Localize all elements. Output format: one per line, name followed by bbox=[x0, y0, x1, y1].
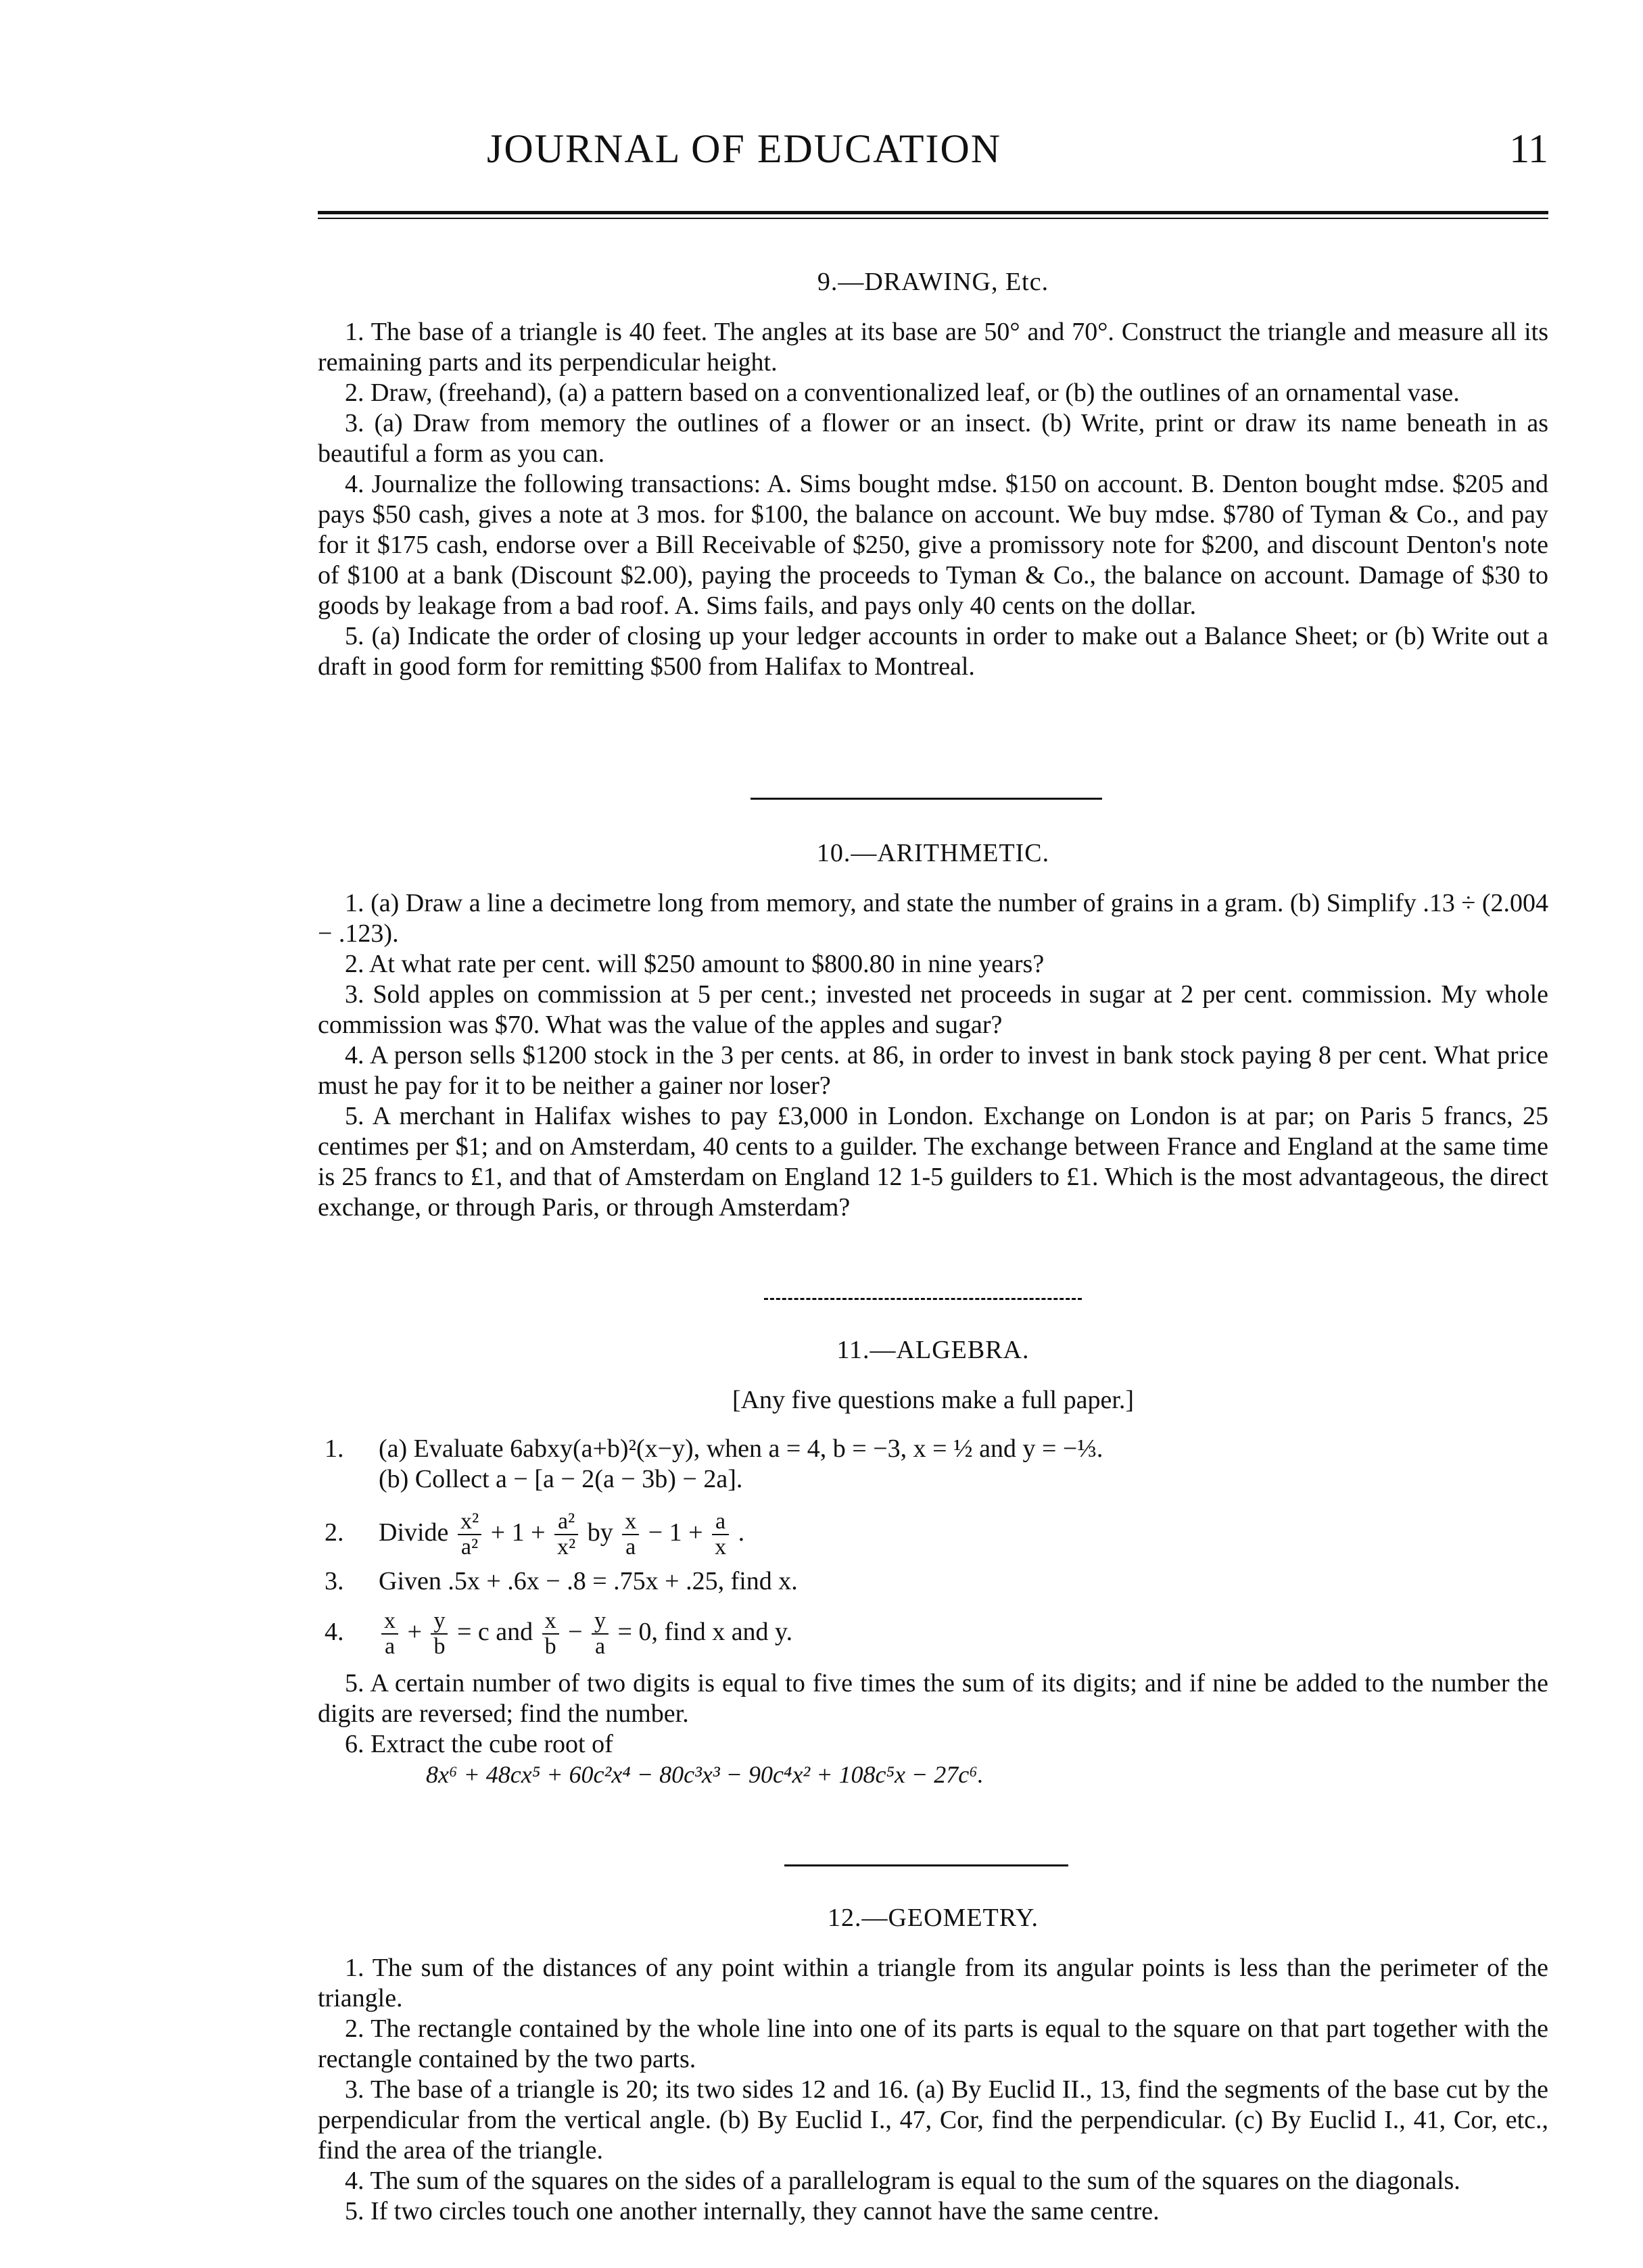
journal-page bbox=[318, 0, 1548, 2268]
question-number: 1. bbox=[325, 1434, 344, 1463]
question-item: 2. At what rate per cent. will $250 amount to $800.80 in nine years? bbox=[345, 950, 1045, 978]
question-number: 4. bbox=[325, 1618, 344, 1646]
question-item: 4. A person sells $1200 stock in the 3 per cents. at 86, in order to invest in bank stock paying 8 per cent. What price must he pay for it to be neither a gainer nor loser? bbox=[318, 1041, 1548, 1100]
question-part-a: (a) Evaluate 6abxy(a+b)²(x−y), when a = 4, b = −3, x = ½ and y = −⅓. bbox=[379, 1434, 1103, 1463]
question-part-b: (b) Collect a − [a − 2(a − 3b) − 2a]. bbox=[379, 1465, 743, 1493]
question-text: Divide bbox=[379, 1518, 449, 1547]
question-item: 2. Divide $\frac{\text{x²}}{\text{a²}}$ + 1 + $\frac{\text{a²}}{\text{x²}}$ by $\frac{x}{a}$ − 1 + $\frac{a}{x}$ . bbox=[318, 1504, 1548, 1561]
question-item: 3. The base of a triangle is 20; its two sides 12 and 16. (a) By Euclid II., 13, find the segments of the base cut by the perpendicular from the vertical angle. (b) By Euclid I., 47, Cor, find the perpendicular. (c) By Euclid I., 41, Cor, etc., find the area of the triangle. bbox=[318, 2075, 1548, 2165]
question-item: 4. The sum of the squares on the sides of a parallelogram is equal to the sum of the squares on the diagonals. bbox=[345, 2167, 1460, 2195]
page-number: 11 bbox=[1509, 126, 1548, 171]
question-item: 5. A merchant in Halifax wishes to pay £3,000 in London. Exchange on London is at par; on Paris 5 francs, 25 centimes per $1; and on Amsterdam, 40 cents to a guilder. The exchange between France and England at the same time is 25 francs to £1, and that of Amsterdam on England 12 1-5 guilders to £1. Which is the most advantageous, the direct exchange, or through Paris, or through Amsterdam? bbox=[318, 1102, 1548, 1222]
question-item: 3. Sold apples on commission at 5 per cent.; invested net proceeds in sugar at 2 per cent. commission. My whole commission was $70. What was the value of the apples and sugar? bbox=[318, 980, 1548, 1039]
section-drawing bbox=[318, 267, 1548, 682]
section-title: 12.—GEOMETRY. bbox=[827, 1904, 1039, 1932]
section-arithmetic bbox=[318, 838, 1548, 1223]
fraction: $\frac{a}{x}$ bbox=[712, 1510, 729, 1560]
question-list bbox=[318, 317, 1548, 682]
fraction: $\frac{y}{b}$ bbox=[431, 1609, 448, 1659]
question-number: 3. bbox=[325, 1567, 344, 1595]
fraction: $\frac{x}{a}$ bbox=[622, 1510, 639, 1560]
question-item: 1. The base of a triangle is 40 feet. The angles at its base are 50° and 70°. Construct the triangle and measure all its remaining parts and its perpendicular height. bbox=[318, 318, 1548, 377]
fraction: $\frac{x}{a}$ bbox=[381, 1609, 398, 1659]
question-item bbox=[318, 1434, 1548, 1495]
question-item bbox=[318, 1566, 1548, 1597]
question-item: 5. A certain number of two digits is equal to five times the sum of its digits; and if nine be added to the number the digits are reversed; find the number. bbox=[318, 1669, 1548, 1728]
fraction: $\frac{\text{x²}}{\text{a²}}$ bbox=[458, 1510, 481, 1560]
journal-title: JOURNAL OF EDUCATION bbox=[487, 126, 1002, 171]
question-item: 3. (a) Draw from memory the outlines of a flower or an insect. (b) Write, print or draw its name beneath in as beautiful a form as you can. bbox=[318, 409, 1548, 468]
fraction: $\frac{\text{a²}}{\text{x²}}$ bbox=[554, 1510, 578, 1560]
question-item: 4. $\frac{x}{a}$ + $\frac{y}{b}$ = c and $\frac{x}{b}$ − $\frac{y}{a}$ = 0, find x and y. bbox=[318, 1603, 1548, 1660]
running-head bbox=[318, 126, 1548, 180]
question-item: 1. (a) Draw a line a decimetre long from memory, and state the number of grains in a gram. (b) Simplify .13 ÷ (2.004 − .123). bbox=[318, 889, 1548, 948]
section-title: 10.—ARITHMETIC. bbox=[816, 839, 1050, 867]
header-rule-thin bbox=[318, 218, 1548, 219]
question-item: 2. Draw, (freehand), (a) a pattern based on a conventionalized leaf, or (b) the outlines of an ornamental vase. bbox=[345, 379, 1460, 407]
question-item: 2. The rectangle contained by the whole line into one of its parts is equal to the square on that part together with the rectangle contained by the two parts. bbox=[318, 2014, 1548, 2073]
question-item: 4. Journalize the following transactions: A. Sims bought mdse. $150 on account. B. Denton bought mdse. $205 and pays $50 cash, gives a note at 3 mos. for $100, the balance on account. We buy mdse. $780 of Tyman & Co., and pay for it $175 cash, endorse over a Bill Receivable of $250, give a promissory note for $200, and discount Denton's note of $100 at a bank (Discount $2.00), paying the proceeds to Tyman & Co., the balance on account. Damage of $30 to goods by leakage from a bad roof. A. Sims fails, and pays only 40 cents on the dollar. bbox=[318, 470, 1548, 620]
fraction: $\frac{x}{b}$ bbox=[542, 1609, 559, 1659]
question-list bbox=[318, 1434, 1548, 1790]
question-item: 5. If two circles touch one another internally, they cannot have the same centre. bbox=[345, 2197, 1160, 2225]
section-title: 11.—ALGEBRA. bbox=[836, 1336, 1030, 1364]
section-title: 9.—DRAWING, Etc. bbox=[817, 268, 1049, 296]
question-item: 6. Extract the cube root of bbox=[345, 1730, 613, 1758]
section-divider bbox=[751, 798, 1102, 800]
question-item: 5. (a) Indicate the order of closing up your ledger accounts in order to make out a Balance Sheet; or (b) Write out a draft in good form for remitting $500 from Halifax to Montreal. bbox=[318, 622, 1548, 681]
question-number: 2. bbox=[325, 1518, 344, 1547]
question-list bbox=[318, 888, 1548, 1223]
section-divider bbox=[784, 1864, 1068, 1866]
header-rule bbox=[318, 211, 1548, 214]
section-note: [Any five questions make a full paper.] bbox=[732, 1386, 1135, 1414]
question-item: 1. The sum of the distances of any point within a triangle from its angular points is less than the perimeter of the triangle. bbox=[318, 1954, 1548, 2012]
section-divider bbox=[764, 1298, 1082, 1300]
section-algebra bbox=[318, 1335, 1548, 1790]
question-list bbox=[318, 1953, 1548, 2227]
fraction: $\frac{y}{a}$ bbox=[592, 1609, 609, 1659]
cube-root-expression: 8x⁶ + 48cx⁵ + 60c²x⁴ − 80c³x³ − 90c⁴x² + 108c⁵x − 27c⁶. bbox=[426, 1761, 984, 1788]
question-text: Given .5x + .6x − .8 = .75x + .25, find x. bbox=[379, 1567, 798, 1595]
section-geometry bbox=[318, 1903, 1548, 2227]
